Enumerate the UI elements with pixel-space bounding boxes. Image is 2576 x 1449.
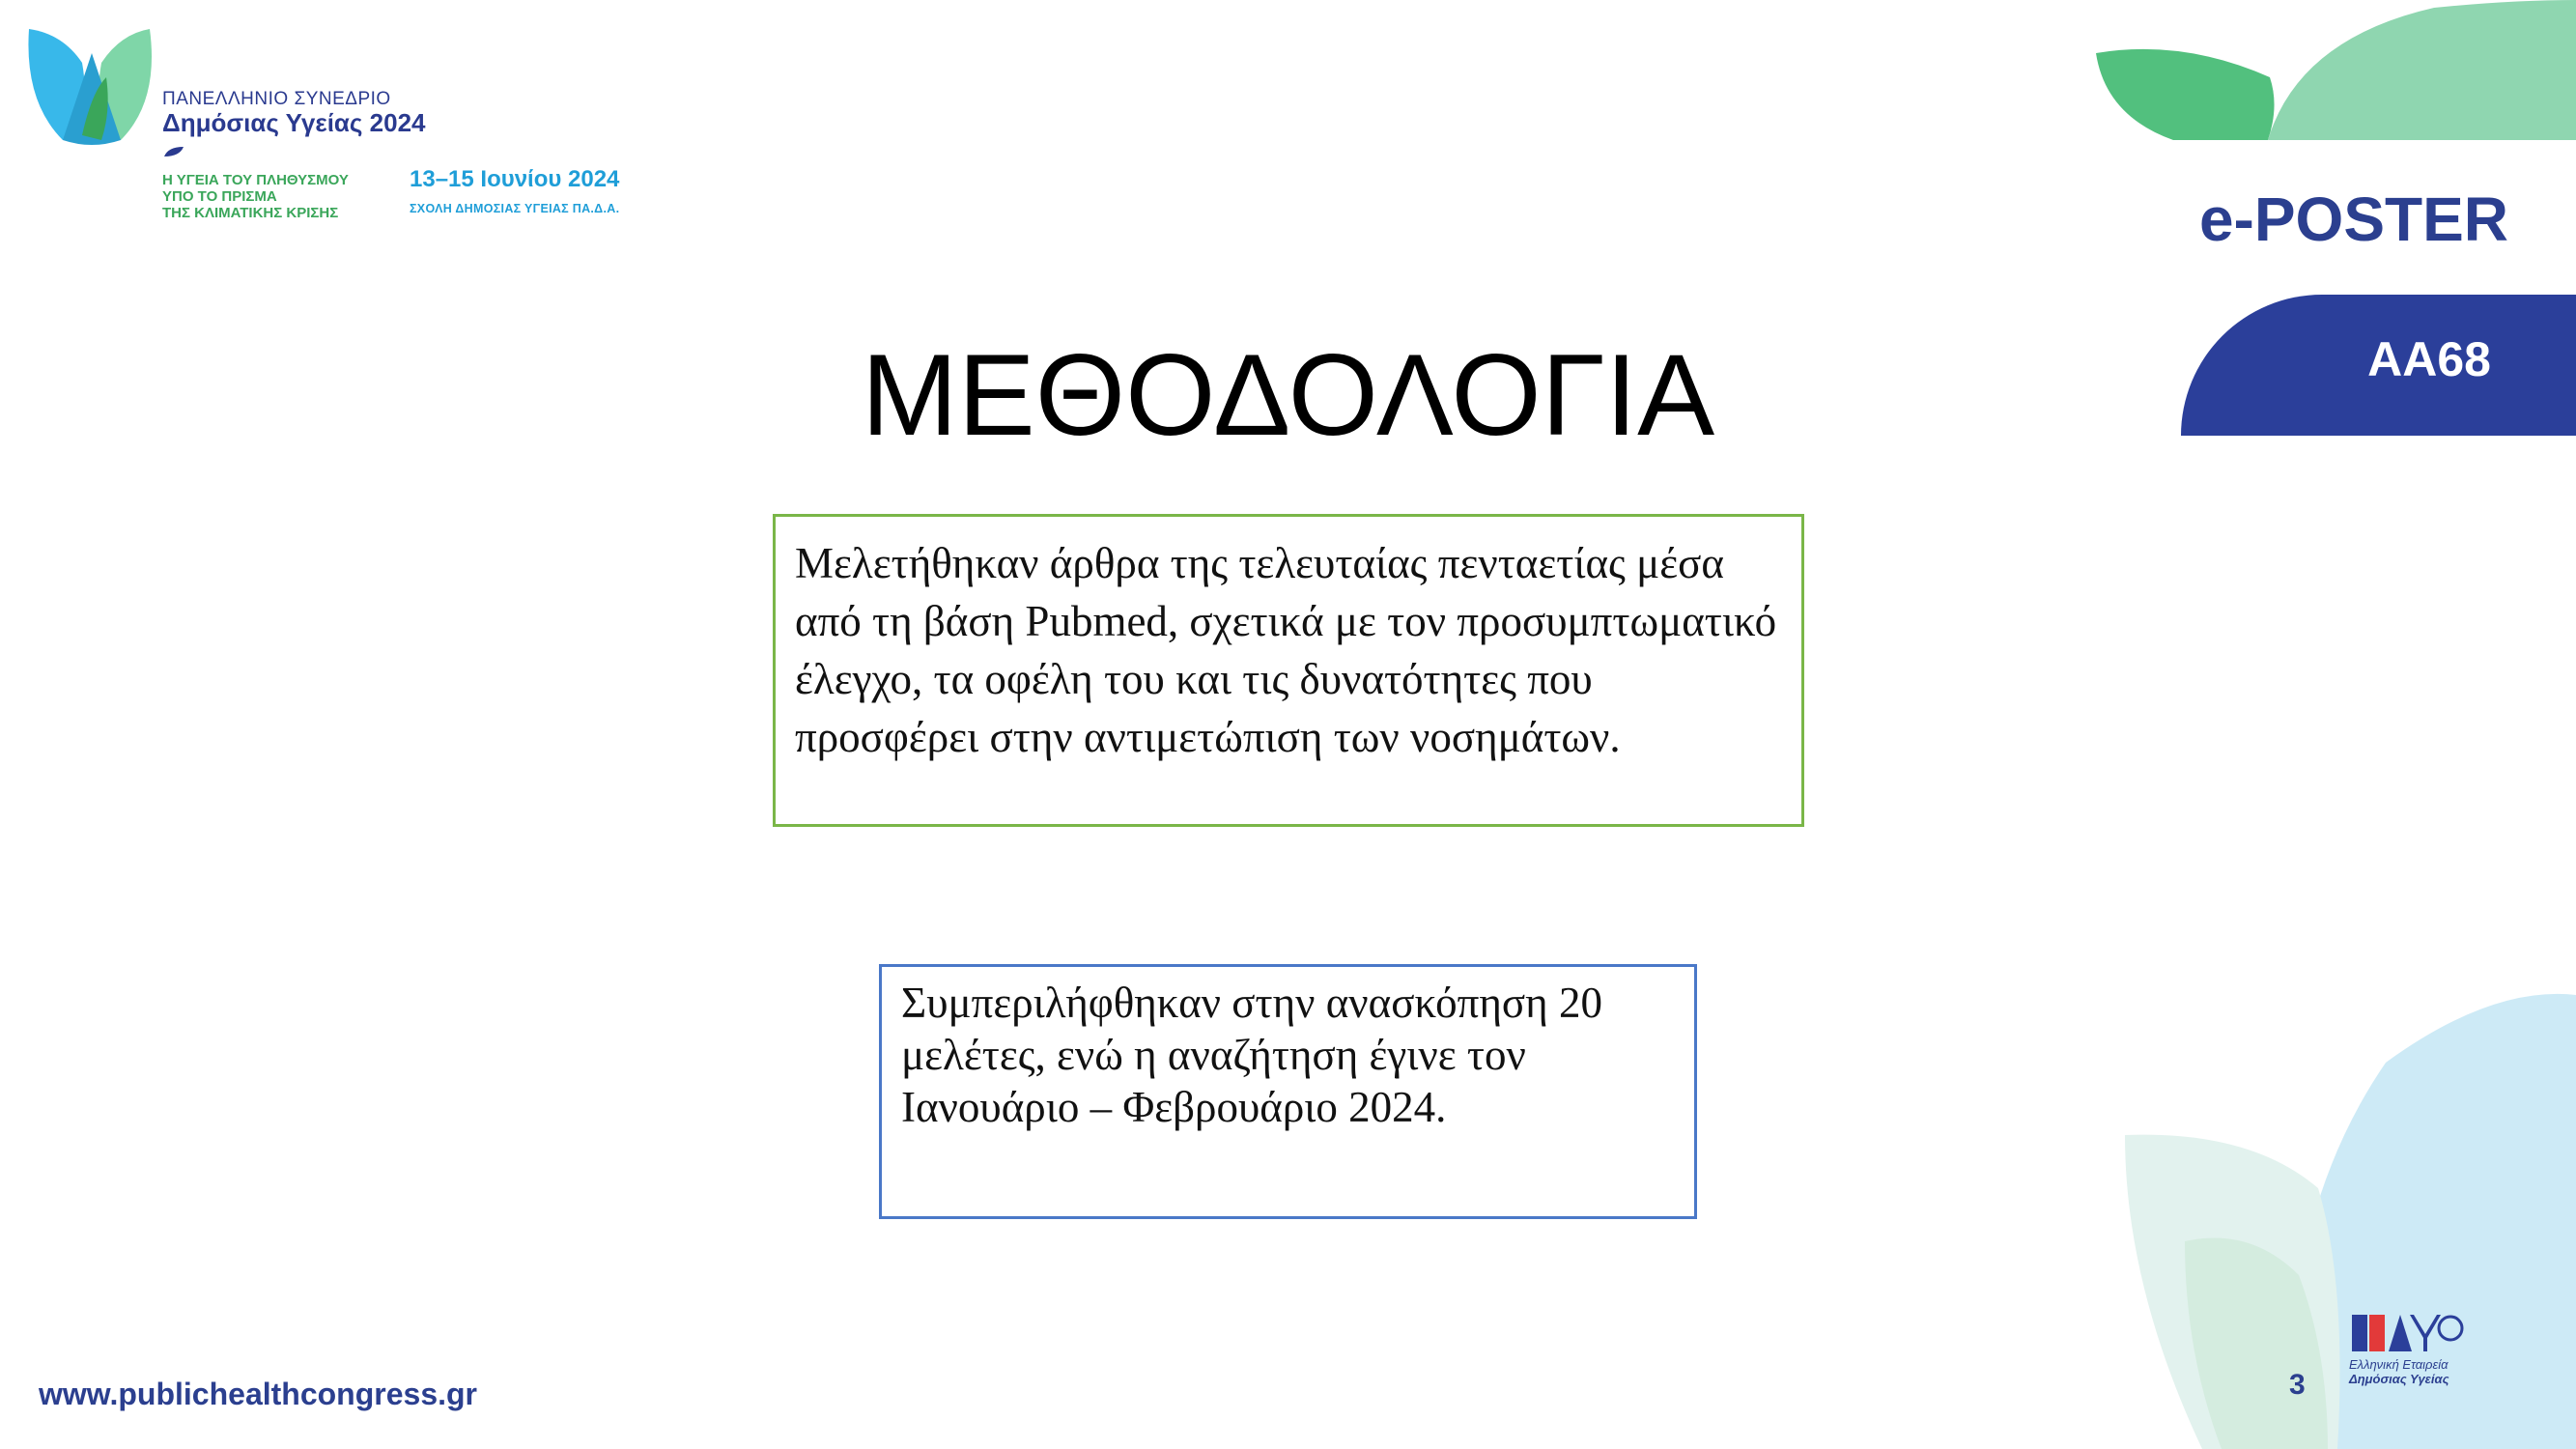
logo-dates: 13–15 Ιουνίου 2024 [410,166,620,192]
logo-motto-line: ΥΠΟ ΤΟ ΠΡΙΣΜΑ [162,188,277,205]
eody-caption [2349,1357,2475,1386]
eody-caption-line: Ελληνική Εταιρεία [2349,1357,2449,1372]
leaf-top-left-shape [2096,49,2275,140]
logo-congress-label: ΠΑΝΕΛΛΗΝΙΟ ΣΥΝΕΔΡΙΟ [162,89,391,109]
poster-code: AA68 [2367,332,2491,386]
studies-text: Συμπεριλήφθηκαν στην ανασκόπηση 20 μελέτες, ενώ η αναζήτηση έγινε τον Ιανουάριο – Φεβρουάριο 2024. [901,979,1602,1131]
page-number: 3 [2289,1369,2306,1401]
methodology-text: Μελετήθηκαν άρθρα της τελευταίας πενταετίας μέσα από τη βάση Pubmed, σχετικά με τον προσυμπτωματικό έλεγχο, τα οφέλη του και τις δυνατότητες που προσφέρει στην αντιμετώπιση των νοσημάτων. [795,539,1777,761]
eody-logo-icon [2350,1309,2466,1357]
logo-venue: ΣΧΟΛΗ ΔΗΜΟΣΙΑΣ ΥΓΕΙΑΣ ΠΑ.Δ.Α. [410,202,620,215]
slide-title: ΜΕΘΟΔΟΛΟΓΙΑ [861,330,1715,460]
website-link[interactable]: www.publichealthcongress.gr [39,1377,477,1411]
studies-text-box [879,964,1697,1219]
eposter-label: e-POSTER [2198,185,2508,254]
leaf-top-right-shape [2268,0,2576,140]
eody-caption-line: Δημόσιας Υγείας [2349,1372,2449,1386]
logo-motto [162,172,404,221]
logo-motto-line: ΤΗΣ ΚΛΙΜΑΤΙΚΗΣ ΚΡΙΣΗΣ [162,205,339,221]
leaf-mark-icon [162,145,185,158]
logo-congress-name: Δημόσιας Υγείας 2024 [162,108,426,137]
logo-motto-line: Η ΥΓΕΙΑ ΤΟΥ ΠΛΗΘΥΣΜΟΥ [162,172,349,188]
methodology-text-box [773,514,1804,827]
